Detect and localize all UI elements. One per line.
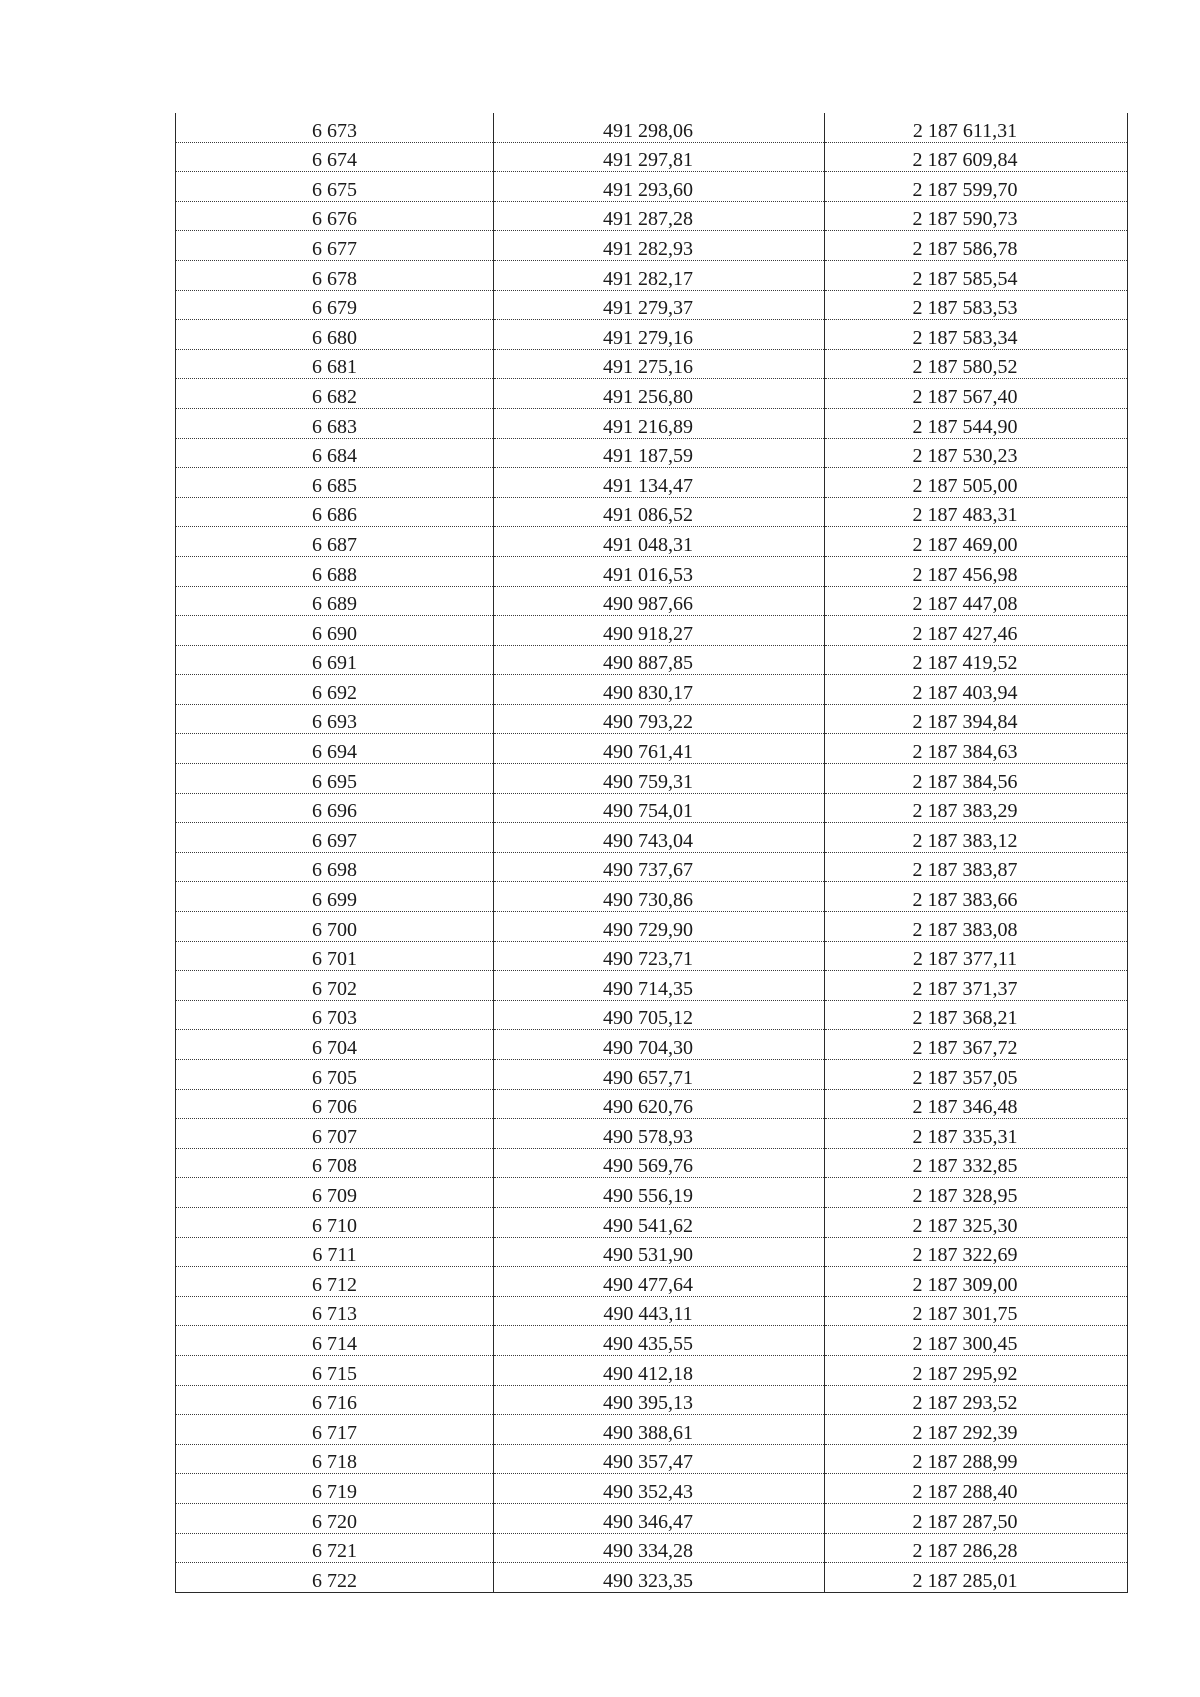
table-row <box>176 1267 1128 1297</box>
y-coordinate-cell: 2 187 383,29 <box>825 793 1128 823</box>
point-number-cell: 6 701 <box>176 941 494 971</box>
point-number-cell: 6 721 <box>176 1533 494 1563</box>
point-number-cell: 6 689 <box>176 586 494 616</box>
x-coordinate-cell: 490 705,12 <box>494 1000 825 1030</box>
table-row <box>176 764 1128 794</box>
point-number-cell: 6 716 <box>176 1385 494 1415</box>
x-coordinate-cell: 491 256,80 <box>494 379 825 409</box>
y-coordinate-cell: 2 187 583,53 <box>825 290 1128 320</box>
x-coordinate-cell: 490 759,31 <box>494 764 825 794</box>
x-coordinate-cell: 490 793,22 <box>494 704 825 734</box>
y-coordinate-cell: 2 187 580,52 <box>825 349 1128 379</box>
table-row <box>176 1563 1128 1593</box>
y-coordinate-cell: 2 187 609,84 <box>825 142 1128 172</box>
x-coordinate-cell: 491 134,47 <box>494 468 825 498</box>
table-row <box>176 1119 1128 1149</box>
point-number-cell: 6 678 <box>176 260 494 290</box>
point-number-cell: 6 715 <box>176 1355 494 1385</box>
y-coordinate-cell: 2 187 530,23 <box>825 438 1128 468</box>
point-number-cell: 6 719 <box>176 1474 494 1504</box>
table-row <box>176 1178 1128 1208</box>
table-row <box>176 1355 1128 1385</box>
point-number-cell: 6 686 <box>176 497 494 527</box>
y-coordinate-cell: 2 187 394,84 <box>825 704 1128 734</box>
x-coordinate-cell: 490 987,66 <box>494 586 825 616</box>
y-coordinate-cell: 2 187 384,56 <box>825 764 1128 794</box>
y-coordinate-cell: 2 187 328,95 <box>825 1178 1128 1208</box>
point-number-cell: 6 708 <box>176 1148 494 1178</box>
table-row <box>176 320 1128 350</box>
y-coordinate-cell: 2 187 367,72 <box>825 1030 1128 1060</box>
table-row <box>176 704 1128 734</box>
point-number-cell: 6 684 <box>176 438 494 468</box>
point-number-cell: 6 696 <box>176 793 494 823</box>
point-number-cell: 6 703 <box>176 1000 494 1030</box>
point-number-cell: 6 679 <box>176 290 494 320</box>
x-coordinate-cell: 490 830,17 <box>494 675 825 705</box>
table-row <box>176 1326 1128 1356</box>
x-coordinate-cell: 490 729,90 <box>494 912 825 942</box>
x-coordinate-cell: 490 620,76 <box>494 1089 825 1119</box>
y-coordinate-cell: 2 187 456,98 <box>825 556 1128 586</box>
table-row <box>176 468 1128 498</box>
point-number-cell: 6 691 <box>176 645 494 675</box>
point-number-cell: 6 685 <box>176 468 494 498</box>
x-coordinate-cell: 490 761,41 <box>494 734 825 764</box>
point-number-cell: 6 687 <box>176 527 494 557</box>
x-coordinate-cell: 491 279,16 <box>494 320 825 350</box>
x-coordinate-cell: 490 323,35 <box>494 1563 825 1593</box>
y-coordinate-cell: 2 187 293,52 <box>825 1385 1128 1415</box>
point-number-cell: 6 713 <box>176 1296 494 1326</box>
x-coordinate-cell: 491 086,52 <box>494 497 825 527</box>
y-coordinate-cell: 2 187 285,01 <box>825 1563 1128 1593</box>
y-coordinate-cell: 2 187 371,37 <box>825 971 1128 1001</box>
point-number-cell: 6 706 <box>176 1089 494 1119</box>
y-coordinate-cell: 2 187 286,28 <box>825 1533 1128 1563</box>
y-coordinate-cell: 2 187 322,69 <box>825 1237 1128 1267</box>
y-coordinate-cell: 2 187 599,70 <box>825 172 1128 202</box>
table-row <box>176 113 1128 142</box>
table-row <box>176 645 1128 675</box>
x-coordinate-cell: 490 714,35 <box>494 971 825 1001</box>
x-coordinate-cell: 490 657,71 <box>494 1060 825 1090</box>
table-row <box>176 823 1128 853</box>
table-row <box>176 231 1128 261</box>
y-coordinate-cell: 2 187 383,66 <box>825 882 1128 912</box>
point-number-cell: 6 707 <box>176 1119 494 1149</box>
x-coordinate-cell: 490 556,19 <box>494 1178 825 1208</box>
y-coordinate-cell: 2 187 611,31 <box>825 113 1128 142</box>
point-number-cell: 6 705 <box>176 1060 494 1090</box>
table-row <box>176 1207 1128 1237</box>
x-coordinate-cell: 490 334,28 <box>494 1533 825 1563</box>
y-coordinate-cell: 2 187 419,52 <box>825 645 1128 675</box>
y-coordinate-cell: 2 187 384,63 <box>825 734 1128 764</box>
point-number-cell: 6 674 <box>176 142 494 172</box>
y-coordinate-cell: 2 187 403,94 <box>825 675 1128 705</box>
table-row <box>176 1030 1128 1060</box>
table-row <box>176 349 1128 379</box>
point-number-cell: 6 714 <box>176 1326 494 1356</box>
y-coordinate-cell: 2 187 332,85 <box>825 1148 1128 1178</box>
table-row <box>176 260 1128 290</box>
table-row <box>176 852 1128 882</box>
point-number-cell: 6 702 <box>176 971 494 1001</box>
x-coordinate-cell: 490 578,93 <box>494 1119 825 1149</box>
y-coordinate-cell: 2 187 583,34 <box>825 320 1128 350</box>
point-number-cell: 6 704 <box>176 1030 494 1060</box>
x-coordinate-cell: 490 435,55 <box>494 1326 825 1356</box>
x-coordinate-cell: 490 737,67 <box>494 852 825 882</box>
point-number-cell: 6 683 <box>176 408 494 438</box>
point-number-cell: 6 682 <box>176 379 494 409</box>
table-row <box>176 497 1128 527</box>
x-coordinate-cell: 491 297,81 <box>494 142 825 172</box>
x-coordinate-cell: 490 412,18 <box>494 1355 825 1385</box>
y-coordinate-cell: 2 187 288,99 <box>825 1444 1128 1474</box>
table-row <box>176 882 1128 912</box>
x-coordinate-cell: 490 704,30 <box>494 1030 825 1060</box>
coordinates-table-body <box>176 113 1128 1592</box>
x-coordinate-cell: 490 443,11 <box>494 1296 825 1326</box>
point-number-cell: 6 722 <box>176 1563 494 1593</box>
point-number-cell: 6 697 <box>176 823 494 853</box>
x-coordinate-cell: 490 541,62 <box>494 1207 825 1237</box>
y-coordinate-cell: 2 187 383,08 <box>825 912 1128 942</box>
point-number-cell: 6 718 <box>176 1444 494 1474</box>
table-row <box>176 172 1128 202</box>
point-number-cell: 6 680 <box>176 320 494 350</box>
table-row <box>176 379 1128 409</box>
table-row <box>176 556 1128 586</box>
y-coordinate-cell: 2 187 427,46 <box>825 616 1128 646</box>
point-number-cell: 6 711 <box>176 1237 494 1267</box>
x-coordinate-cell: 491 287,28 <box>494 201 825 231</box>
table-row <box>176 290 1128 320</box>
point-number-cell: 6 688 <box>176 556 494 586</box>
point-number-cell: 6 694 <box>176 734 494 764</box>
table-row <box>176 941 1128 971</box>
y-coordinate-cell: 2 187 287,50 <box>825 1503 1128 1533</box>
y-coordinate-cell: 2 187 295,92 <box>825 1355 1128 1385</box>
table-row <box>176 1415 1128 1445</box>
table-row <box>176 734 1128 764</box>
point-number-cell: 6 720 <box>176 1503 494 1533</box>
x-coordinate-cell: 490 352,43 <box>494 1474 825 1504</box>
table-row <box>176 616 1128 646</box>
table-row <box>176 1148 1128 1178</box>
x-coordinate-cell: 491 216,89 <box>494 408 825 438</box>
table-row <box>176 912 1128 942</box>
point-number-cell: 6 675 <box>176 172 494 202</box>
y-coordinate-cell: 2 187 377,11 <box>825 941 1128 971</box>
x-coordinate-cell: 491 282,93 <box>494 231 825 261</box>
x-coordinate-cell: 491 275,16 <box>494 349 825 379</box>
table-row <box>176 586 1128 616</box>
table-row <box>176 201 1128 231</box>
point-number-cell: 6 717 <box>176 1415 494 1445</box>
x-coordinate-cell: 490 723,71 <box>494 941 825 971</box>
table-row <box>176 1060 1128 1090</box>
table-row <box>176 1533 1128 1563</box>
table-row <box>176 408 1128 438</box>
table-row <box>176 971 1128 1001</box>
x-coordinate-cell: 491 279,37 <box>494 290 825 320</box>
table-row <box>176 1237 1128 1267</box>
x-coordinate-cell: 491 293,60 <box>494 172 825 202</box>
y-coordinate-cell: 2 187 590,73 <box>825 201 1128 231</box>
table-row <box>176 1296 1128 1326</box>
point-number-cell: 6 690 <box>176 616 494 646</box>
y-coordinate-cell: 2 187 301,75 <box>825 1296 1128 1326</box>
x-coordinate-cell: 490 730,86 <box>494 882 825 912</box>
x-coordinate-cell: 490 531,90 <box>494 1237 825 1267</box>
y-coordinate-cell: 2 187 544,90 <box>825 408 1128 438</box>
y-coordinate-cell: 2 187 447,08 <box>825 586 1128 616</box>
y-coordinate-cell: 2 187 346,48 <box>825 1089 1128 1119</box>
x-coordinate-cell: 490 743,04 <box>494 823 825 853</box>
point-number-cell: 6 699 <box>176 882 494 912</box>
x-coordinate-cell: 491 187,59 <box>494 438 825 468</box>
y-coordinate-cell: 2 187 383,12 <box>825 823 1128 853</box>
y-coordinate-cell: 2 187 585,54 <box>825 260 1128 290</box>
table-row <box>176 793 1128 823</box>
x-coordinate-cell: 491 048,31 <box>494 527 825 557</box>
table-row <box>176 1474 1128 1504</box>
y-coordinate-cell: 2 187 292,39 <box>825 1415 1128 1445</box>
point-number-cell: 6 695 <box>176 764 494 794</box>
point-number-cell: 6 677 <box>176 231 494 261</box>
point-number-cell: 6 698 <box>176 852 494 882</box>
x-coordinate-cell: 491 298,06 <box>494 113 825 142</box>
point-number-cell: 6 700 <box>176 912 494 942</box>
x-coordinate-cell: 491 282,17 <box>494 260 825 290</box>
table-row <box>176 527 1128 557</box>
point-number-cell: 6 673 <box>176 113 494 142</box>
y-coordinate-cell: 2 187 357,05 <box>825 1060 1128 1090</box>
table-row <box>176 1089 1128 1119</box>
table-row <box>176 438 1128 468</box>
y-coordinate-cell: 2 187 300,45 <box>825 1326 1128 1356</box>
x-coordinate-cell: 490 346,47 <box>494 1503 825 1533</box>
y-coordinate-cell: 2 187 325,30 <box>825 1207 1128 1237</box>
x-coordinate-cell: 490 357,47 <box>494 1444 825 1474</box>
x-coordinate-cell: 490 569,76 <box>494 1148 825 1178</box>
y-coordinate-cell: 2 187 483,31 <box>825 497 1128 527</box>
table-row <box>176 1444 1128 1474</box>
x-coordinate-cell: 490 388,61 <box>494 1415 825 1445</box>
point-number-cell: 6 681 <box>176 349 494 379</box>
y-coordinate-cell: 2 187 469,00 <box>825 527 1128 557</box>
point-number-cell: 6 712 <box>176 1267 494 1297</box>
point-number-cell: 6 710 <box>176 1207 494 1237</box>
y-coordinate-cell: 2 187 368,21 <box>825 1000 1128 1030</box>
point-number-cell: 6 692 <box>176 675 494 705</box>
y-coordinate-cell: 2 187 288,40 <box>825 1474 1128 1504</box>
x-coordinate-cell: 490 477,64 <box>494 1267 825 1297</box>
point-number-cell: 6 709 <box>176 1178 494 1208</box>
x-coordinate-cell: 490 887,85 <box>494 645 825 675</box>
x-coordinate-cell: 490 918,27 <box>494 616 825 646</box>
table-row <box>176 675 1128 705</box>
y-coordinate-cell: 2 187 586,78 <box>825 231 1128 261</box>
y-coordinate-cell: 2 187 383,87 <box>825 852 1128 882</box>
table-row <box>176 1000 1128 1030</box>
x-coordinate-cell: 490 395,13 <box>494 1385 825 1415</box>
y-coordinate-cell: 2 187 567,40 <box>825 379 1128 409</box>
point-number-cell: 6 676 <box>176 201 494 231</box>
coordinates-table <box>175 113 1128 1593</box>
x-coordinate-cell: 491 016,53 <box>494 556 825 586</box>
y-coordinate-cell: 2 187 309,00 <box>825 1267 1128 1297</box>
point-number-cell: 6 693 <box>176 704 494 734</box>
x-coordinate-cell: 490 754,01 <box>494 793 825 823</box>
table-row <box>176 1385 1128 1415</box>
y-coordinate-cell: 2 187 505,00 <box>825 468 1128 498</box>
table-row <box>176 142 1128 172</box>
table-row <box>176 1503 1128 1533</box>
y-coordinate-cell: 2 187 335,31 <box>825 1119 1128 1149</box>
